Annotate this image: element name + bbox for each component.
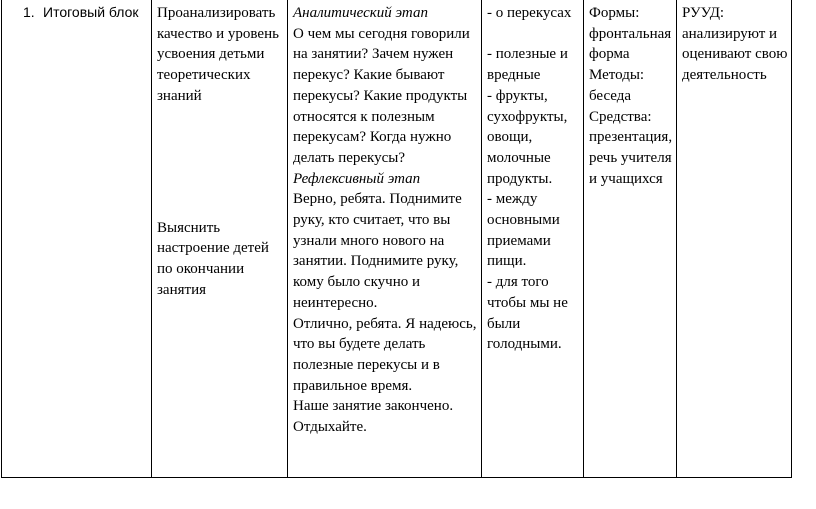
means-text: Средства: презентация, речь учителя и учащихся <box>589 108 673 187</box>
analytic-stage-questions: О чем мы сегодня говорили на занятии? Зачем нужен перекус? Какие бывают перекусы? Какие продукты относятся к полезным перекусам? Когда нужно делать перекусы? <box>293 25 470 166</box>
task-analyze: Проанализировать качество и уровень усвоения детьми теоретических знаний <box>157 5 279 104</box>
uud-cell <box>677 0 792 478</box>
tasks-cell <box>152 0 288 478</box>
forms-methods-cell <box>584 0 677 478</box>
answer-timing: - между основными приемами пищи. <box>487 191 560 270</box>
answer-products: - фрукты, сухофрукты, овощи, молочные продукты. <box>487 87 568 187</box>
child-activity-cell <box>482 0 584 478</box>
table-row <box>2 0 792 478</box>
uud-text: РУУД: анализируют и оценивают свою деятельность <box>682 5 788 84</box>
teacher-activity-cell <box>288 0 482 478</box>
reflexive-stage-praise: Отлично, ребята. Я надеюсь, что вы будете делать полезные перекусы и в правильное время. <box>293 315 477 394</box>
stage-cell <box>2 0 152 478</box>
answer-kinds: - полезные и вредные <box>487 46 568 84</box>
analytic-stage-heading: Аналитический этап <box>293 5 428 21</box>
reflexive-stage-text: Верно, ребята. Поднимите руку, кто считает, что вы узнали много нового на занятии. Поднимите руку, кому было скучно и неинтересно. <box>293 191 462 311</box>
reflexive-stage-heading: Рефлексивный этап <box>293 170 421 187</box>
answer-purpose: - для того чтобы мы не были голодными. <box>487 274 568 353</box>
stage-title: Итоговый блок <box>43 4 139 20</box>
task-mood: Выяснить настроение детей по окончании занятия <box>157 219 269 298</box>
answer-snacks: - о перекусах <box>487 5 572 21</box>
lesson-table <box>1 0 792 478</box>
forms-text: Формы: фронтальная форма <box>589 5 672 63</box>
methods-text: Методы: беседа <box>589 67 645 104</box>
row-number: 1. <box>23 4 35 20</box>
lesson-closing: Наше занятие закончено. Отдыхайте. <box>293 398 454 436</box>
